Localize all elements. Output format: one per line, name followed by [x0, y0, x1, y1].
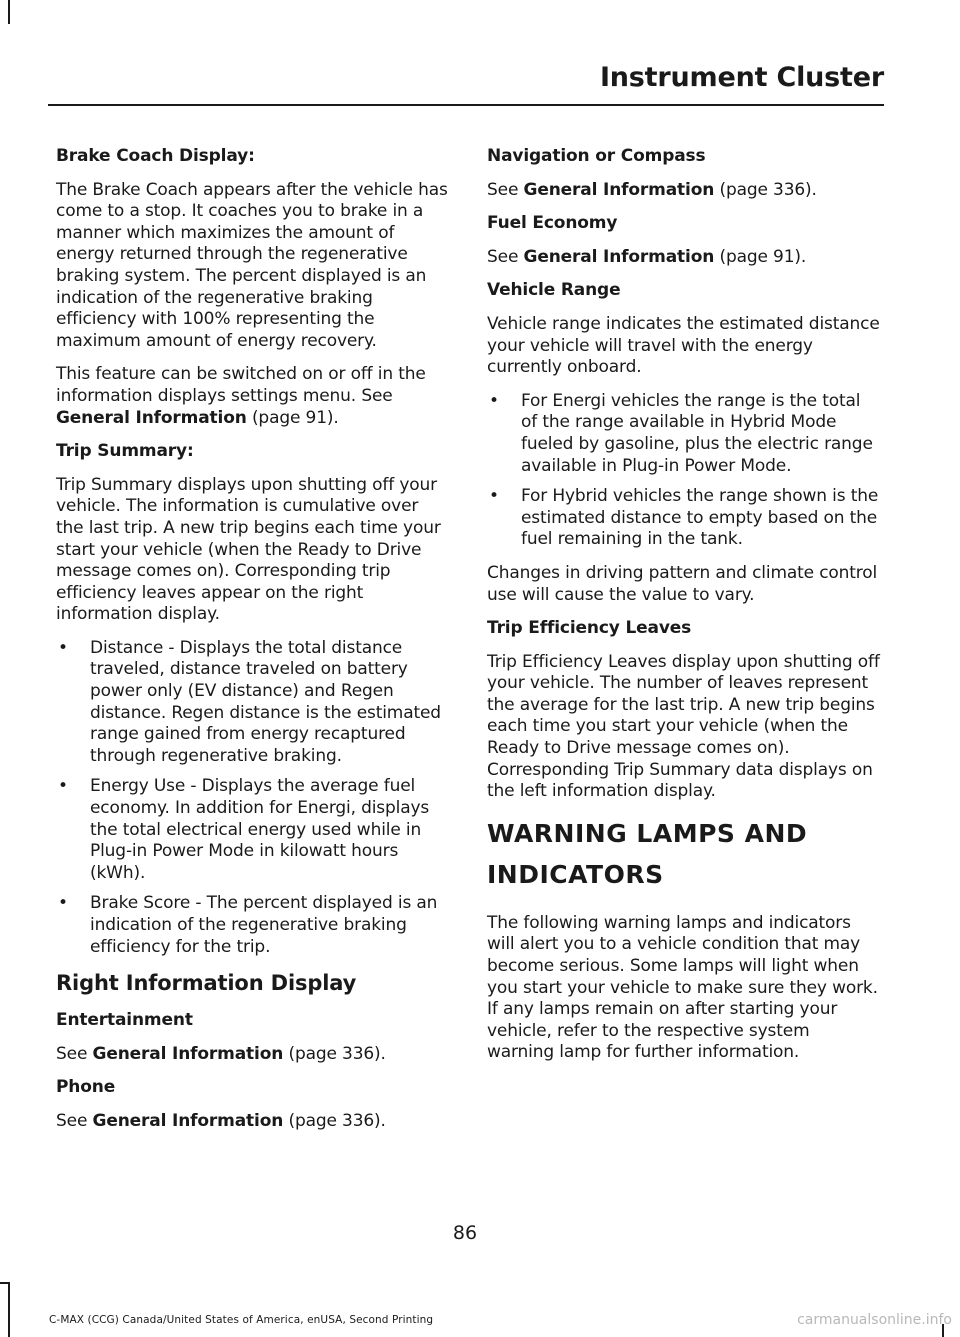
brake-coach-settings-paragraph	[56, 364, 448, 429]
trip-summary-heading: Trip Summary:	[56, 441, 194, 462]
watermark: carmanualsonline.info	[797, 1312, 952, 1328]
navigation-heading: Navigation or Compass	[487, 146, 706, 166]
warning-heading-line-1: WARNING LAMPS AND	[487, 818, 808, 848]
entertainment-heading: Entertainment	[56, 1010, 193, 1031]
vehicle-range-note: Changes in driving pattern and climate control use will cause the value to vary.	[487, 562, 878, 605]
header-divider	[48, 104, 884, 106]
list-item: • Distance - Displays the total distance traveled, distance traveled on battery power only (EV distance) and Regen distance. Regen distance is the estimated range gained from energy recaptured through regenerative braking.	[56, 638, 448, 768]
phone-heading: Phone	[56, 1077, 116, 1098]
fuel-economy-heading: Fuel Economy	[487, 213, 618, 234]
left-column	[56, 146, 448, 1145]
footer-text: C-MAX (CCG) Canada/United States of America, enUSA, Second Printing	[49, 1314, 434, 1326]
page-reference: (page 336).	[283, 1043, 386, 1064]
general-information-link[interactable]: General Information	[92, 1043, 284, 1064]
brake-coach-paragraph: The Brake Coach appears after the vehicle has come to a stop. It coaches you to brake in a manner which maximizes the amount of energy returned through the regenerative braking system. The percent displayed is an indication of the regenerative braking efficiency with 100% representing the maximum amount of energy recovery.	[56, 179, 448, 351]
page-reference: (page 91).	[714, 246, 807, 267]
general-information-link[interactable]: General Information	[56, 407, 247, 428]
fuel-economy-reference	[487, 247, 881, 269]
general-information-link[interactable]: General Information	[92, 1110, 284, 1131]
vehicle-range-paragraph: Vehicle range indicates the estimated distance your vehicle will travel with the energy currently onboard.	[487, 313, 880, 378]
trip-summary-list	[56, 638, 448, 958]
see-text: See	[56, 1110, 93, 1131]
page-header-title: Instrument Cluster	[599, 62, 884, 93]
page-reference: (page 336).	[714, 179, 817, 200]
settings-text: This feature can be switched on or off in the information displays settings menu. See	[56, 364, 426, 406]
warning-heading-line-2: INDICATORS	[487, 859, 664, 889]
crop-mark-top-left	[8, 0, 10, 24]
entertainment-reference	[56, 1044, 448, 1066]
brake-coach-heading: Brake Coach Display:	[56, 146, 255, 166]
navigation-reference	[487, 180, 881, 202]
right-column	[487, 146, 881, 1076]
page-reference: (page 91).	[246, 407, 339, 428]
vehicle-range-list	[487, 391, 881, 551]
page-reference: (page 336).	[283, 1110, 386, 1131]
right-information-display-heading: Right Information Display	[56, 971, 357, 996]
crop-mark-bottom-left-v	[8, 1282, 10, 1337]
trip-efficiency-leaves-heading: Trip Efficiency Leaves	[487, 618, 692, 639]
list-item: • Energy Use - Displays the average fuel economy. In addition for Energi, displays the total electrical energy used while in Plug-in Power Mode in kilowatt hours (kWh).	[56, 776, 448, 884]
list-item: • Brake Score - The percent displayed is an indication of the regenerative braking efficiency for the trip.	[56, 893, 448, 958]
page-number: 86	[452, 1222, 478, 1244]
general-information-link[interactable]: General Information	[523, 246, 715, 267]
crop-mark-bottom-left-h	[0, 1282, 10, 1284]
see-text: See	[487, 179, 524, 200]
list-item: • For Energi vehicles the range is the total of the range available in Hybrid Mode fueled by gasoline, plus the electric range available in Plug-in Power Mode.	[487, 391, 881, 477]
general-information-link[interactable]: General Information	[523, 179, 715, 200]
phone-reference	[56, 1111, 448, 1133]
trip-efficiency-leaves-paragraph: Trip Efficiency Leaves display upon shutting off your vehicle. The number of leaves represent the average for the last trip. A new trip begins each time you start your vehicle (when the Ready to Drive message comes on). Corresponding Trip Summary data displays on the left information display.	[487, 651, 880, 802]
list-item: • For Hybrid vehicles the range shown is the estimated distance to empty based on the fuel remaining in the tank.	[487, 486, 881, 551]
warning-lamps-paragraph: The following warning lamps and indicators will alert you to a vehicle condition that may become serious. Some lamps will light when you start your vehicle to make sure they work. If any lamps remain on after starting your vehicle, refer to the respective system warning lamp for further information.	[487, 912, 878, 1063]
vehicle-range-heading: Vehicle Range	[487, 280, 621, 301]
warning-lamps-heading	[487, 819, 881, 889]
trip-summary-paragraph: Trip Summary displays upon shutting off your vehicle. The information is cumulative over the last trip. A new trip begins each time your start your vehicle (when the Ready to Drive message comes on). Corresponding trip efficiency leaves appear on the right information display.	[56, 474, 441, 625]
see-text: See	[487, 246, 524, 267]
see-text: See	[56, 1043, 93, 1064]
